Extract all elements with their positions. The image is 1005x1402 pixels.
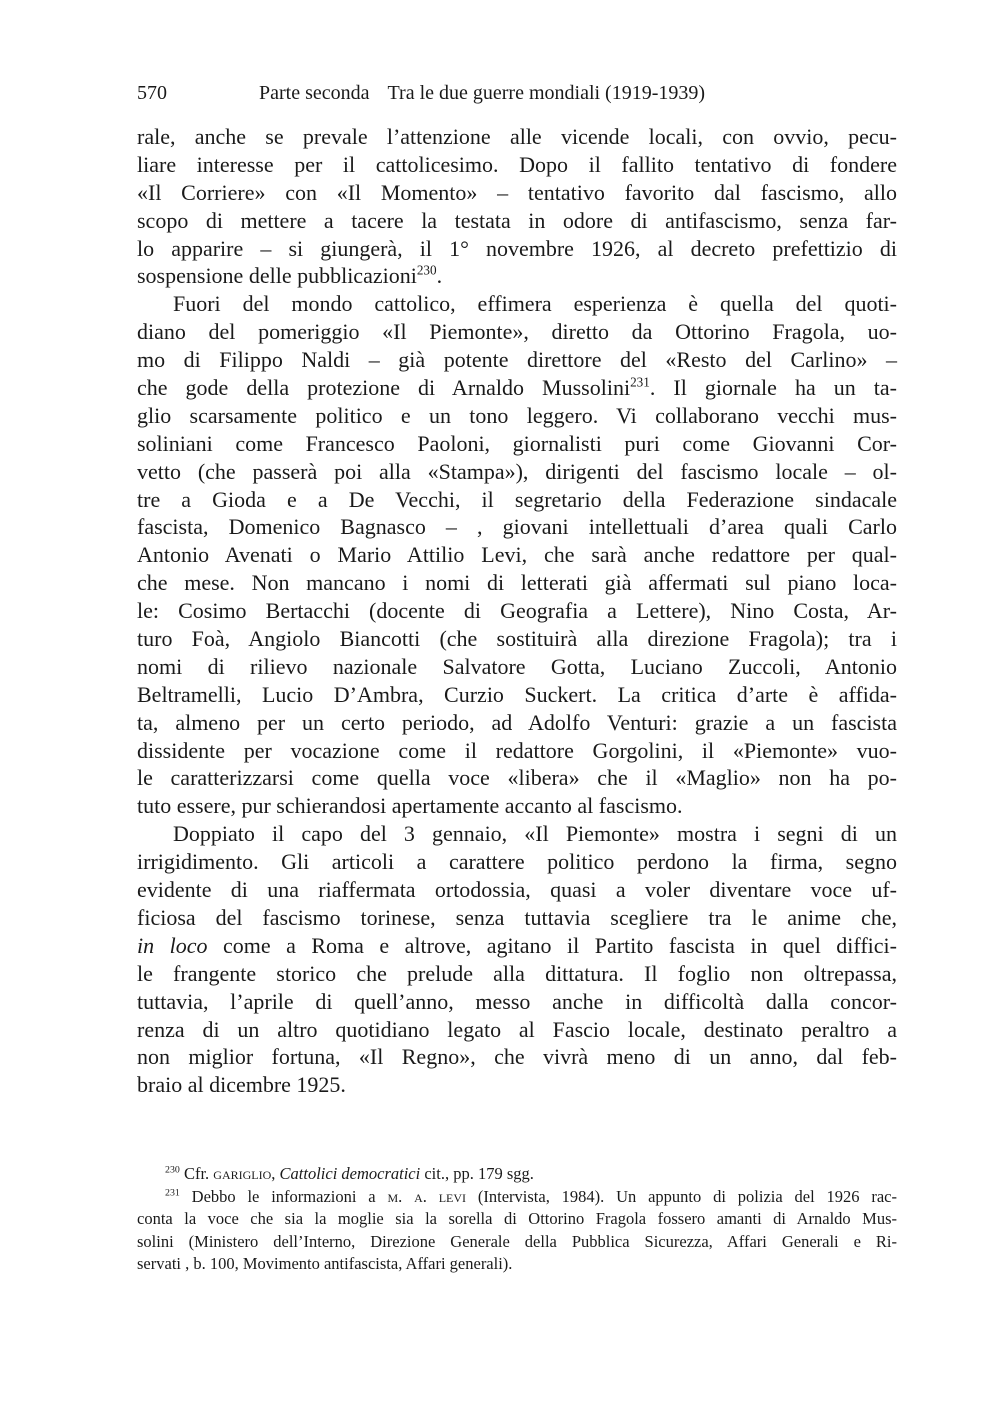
footnote: $^{230}$ Cfr. gariglio, Cattolici democratici cit., pp. 179 sgg. bbox=[165, 1164, 534, 1183]
chapter-title: Tra le due guerre mondiali (1919-1939) bbox=[387, 82, 706, 104]
text-line: Doppiato il capo del 3 gennaio, «Il Piemonte» mostra i segni di un bbox=[173, 821, 897, 847]
text-line: tuttavia, l’aprile di quell’anno, messo anche in difficoltà dalla concor- bbox=[137, 988, 897, 1014]
footnote: $^{231}$ Debbo le informazioni a m. a. levi (Intervista, 1984). Un appunto di polizia del 1926 rac- bbox=[165, 1186, 897, 1206]
footnotes bbox=[137, 1163, 897, 1276]
text-line: diano del pomeriggio «Il Piemonte», diretto da Ottorino Fragola, uo- bbox=[137, 319, 897, 345]
text-line: tre a Gioda e a De Vecchi, il segretario della Federazione sindacale bbox=[137, 486, 897, 512]
text-line: le caratterizzarsi come quella voce «libera» che il «Maglio» non ha po- bbox=[137, 765, 897, 791]
text-line: «Il Corriere» con «Il Momento» – tentativo favorito dal fascismo, allo bbox=[137, 179, 897, 205]
text-line: scopo di mettere a tacere la testata in odore di antifascismo, senza far- bbox=[137, 207, 897, 233]
text-line: dissidente per vocazione come il redattore Gorgolini, il «Piemonte» vuo- bbox=[137, 737, 897, 763]
text-line: nomi di rilievo nazionale Salvatore Gotta, Luciano Zuccoli, Antonio bbox=[137, 653, 897, 679]
text-line: evidente di una riaffermata ortodossia, quasi a voler diventare voce uf- bbox=[137, 877, 897, 903]
text-line: vetto (che passerà poi alla «Stampa»), dirigenti del fascismo locale – ol- bbox=[137, 458, 897, 484]
footnote-ref: 231 bbox=[630, 374, 650, 390]
text-line: braio al dicembre 1925. bbox=[137, 1072, 346, 1098]
text-line: glio scarsamente politico e un tono leggero. Vi collaborano vecchi mus- bbox=[137, 402, 897, 428]
text-line: irrigidimento. Gli articoli a carattere politico perdono la firma, segno bbox=[137, 849, 897, 875]
text-line: mo di Filippo Naldi – già potente direttore del «Resto del Carlino» – bbox=[137, 347, 897, 373]
footnote-line: solini (Ministero dell’Interno, Direzione Generale della Pubblica Sicurezza, Affari Generali e Ri- bbox=[137, 1231, 897, 1251]
text-line: le: Cosimo Bertacchi (docente di Geografia a Lettere), Nino Costa, Ar- bbox=[137, 598, 897, 624]
footnote-line: conta la voce che sia la moglie sia la sorella di Ottorino Fragola fossero amanti di Arnaldo Mus- bbox=[137, 1209, 897, 1228]
italic-phrase: in loco bbox=[137, 932, 208, 958]
text-line: soliniani come Francesco Paoloni, giornalisti puri come Giovanni Cor- bbox=[137, 430, 897, 456]
footnote-ref: 230 bbox=[416, 263, 437, 279]
text-line: turo Foà, Angiolo Biancotti (che sostituirà alla direzione Fragola); tra i bbox=[137, 626, 897, 652]
text-line: non miglior fortuna, «Il Regno», che vivrà meno di un anno, dal feb- bbox=[137, 1044, 897, 1070]
text-line: liare interesse per il cattolicesimo. Dopo il fallito tentativo di fondere bbox=[137, 151, 897, 177]
text-line: rale, anche se prevale l’attenzione alle vicende locali, con ovvio, pecu- bbox=[137, 124, 897, 149]
text-line: ficiosa del fascismo torinese, senza tuttavia scegliere tra le anime che, bbox=[137, 904, 897, 930]
text-line: Beltramelli, Lucio D’Ambra, Curzio Suckert. La critica d’arte è affida- bbox=[137, 681, 897, 707]
running-header bbox=[137, 82, 897, 108]
text-line: Fuori del mondo cattolico, effimera esperienza è quella del quoti- bbox=[173, 291, 897, 317]
text-line: fascista, Domenico Bagnasco – , giovani intellettuali d’area quali Carlo bbox=[137, 514, 897, 540]
text-line: sospensione delle pubblicazioni$^{230}$. bbox=[137, 263, 443, 289]
author-name: gariglio bbox=[213, 1164, 272, 1183]
text-line: che gode della protezione di Arnaldo Mussolini$^{231}$. Il giornale ha un ta- bbox=[137, 374, 897, 401]
text-line: tuto essere, pur schierandosi apertamente accanto al fascismo. bbox=[137, 793, 683, 819]
text-line: Antonio Avenati o Mario Attilio Levi, che sarà anche redattore per qual- bbox=[137, 542, 897, 568]
footnote-line: servati , b. 100, Movimento antifascista, Affari generali). bbox=[137, 1254, 513, 1273]
footnote-number: 230 bbox=[165, 1164, 180, 1176]
part-label: Parte seconda bbox=[259, 82, 370, 104]
text-line: lo apparire – si giungerà, il 1° novembre 1926, al decreto prefettizio di bbox=[137, 235, 897, 261]
text-line: ta, almeno per un certo periodo, ad Adolfo Venturi: grazie a un fascista bbox=[137, 709, 897, 735]
footnote-number: 231 bbox=[165, 1187, 180, 1198]
running-title bbox=[259, 82, 705, 105]
author-name: m. a. levi bbox=[387, 1186, 467, 1206]
text-line: le frangente storico che prelude alla dittatura. Il foglio non oltrepassa, bbox=[137, 960, 897, 986]
text-line: che mese. Non mancano i nomi di letterati già affermati sul piano loca- bbox=[137, 570, 897, 596]
work-title: Cattolici democratici bbox=[279, 1164, 421, 1183]
text-line: renza di un altro quotidiano legato al Fascio locale, destinato peraltro a bbox=[137, 1016, 897, 1042]
page-number: 570 bbox=[137, 82, 167, 104]
text-line: in loco come a Roma e altrove, agitano il Partito fascista in quel diffici- bbox=[137, 932, 897, 958]
main-text bbox=[137, 123, 897, 1099]
